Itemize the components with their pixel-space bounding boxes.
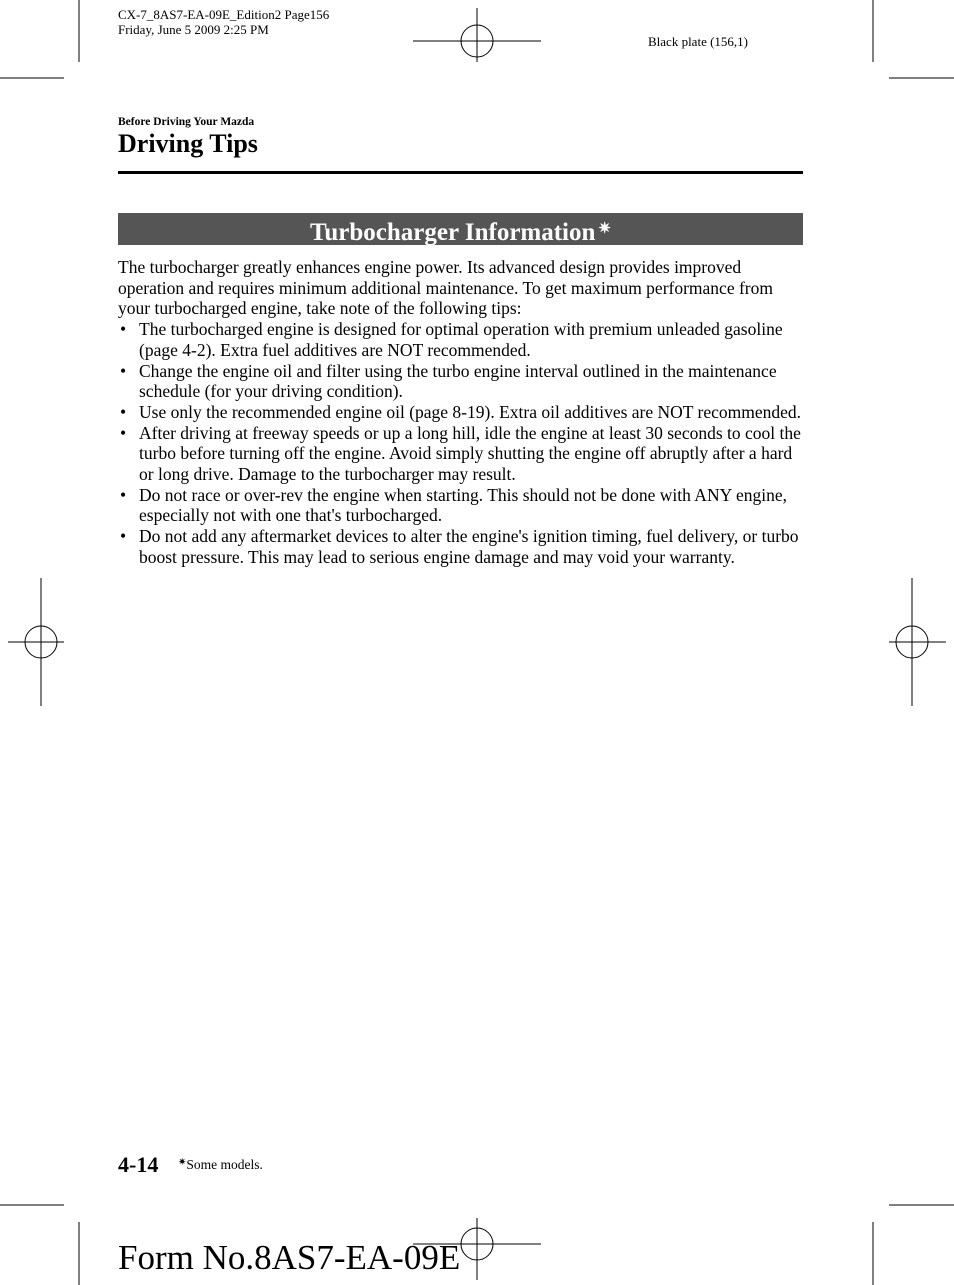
tip-text: Change the engine oil and filter using the turbo engine interval outlined in the maintenance schedule (for your driving condition).: [139, 360, 777, 402]
asterisk-icon: ✷: [178, 1157, 187, 1168]
bullet-icon: •: [120, 422, 127, 443]
intro-paragraph: The turbocharger greatly enhances engine power. Its advanced design provides improved operation and requires minimum additional maintenance. To get maximum performance from your turbocharged engine, take note of the following tips:: [118, 257, 773, 319]
footnote: [178, 1157, 263, 1173]
page-number: 4-14: [118, 1152, 159, 1177]
tip-text: After driving at freeway speeds or up a long hill, idle the engine at least 30 seconds to cool the turbo before turning off the engine. Avoid simply shutting the engine off abruptly after a hard or long drive. Damage to the turbocharger may result.: [139, 422, 801, 485]
bullet-icon: •: [120, 526, 127, 547]
list-item: [118, 319, 803, 360]
bullet-icon: •: [120, 484, 127, 505]
form-number: Form No.8AS7-EA-09E: [118, 1238, 461, 1277]
list-item: [118, 402, 803, 423]
title-rule: [118, 171, 803, 174]
bullet-icon: •: [120, 401, 127, 422]
section-label: Before Driving Your Mazda: [118, 116, 255, 128]
print-info: [118, 7, 329, 37]
list-item: [118, 485, 803, 526]
body-text: [118, 257, 803, 568]
tip-text: The turbocharged engine is designed for optimal operation with premium unleaded gasoline (page 4-2). Extra fuel additives are NOT recommended.: [139, 319, 783, 360]
tip-text: Do not add any aftermarket devices to alter the engine's ignition timing, fuel delivery, or turbo boost pressure. This may lead to serious engine damage and may void your warranty.: [139, 526, 799, 567]
list-item: [118, 361, 803, 402]
list-item: [118, 423, 803, 485]
list-item: [118, 526, 803, 567]
section-banner: [118, 213, 803, 245]
footnote-text: Some models.: [186, 1157, 263, 1172]
tip-text: Use only the recommended engine oil (page 8-19). Extra oil additives are NOT recommended.: [139, 401, 802, 422]
page-title: Driving Tips: [118, 129, 258, 158]
bullet-icon: •: [120, 319, 127, 340]
print-info-date: Friday, June 5 2009 2:25 PM: [118, 22, 269, 37]
tip-text: Do not race or over-rev the engine when starting. This should not be done with ANY engine, especially not with one that's turbocharged.: [139, 484, 787, 526]
plate-label: Black plate (156,1): [648, 34, 748, 49]
print-info-file: CX-7_8AS7-EA-09E_Edition2 Page156: [118, 7, 330, 22]
banner-title: Turbocharger Information: [309, 219, 596, 246]
tips-list: [118, 319, 803, 567]
bullet-icon: •: [120, 360, 127, 381]
asterisk-icon: ✷: [598, 221, 611, 237]
